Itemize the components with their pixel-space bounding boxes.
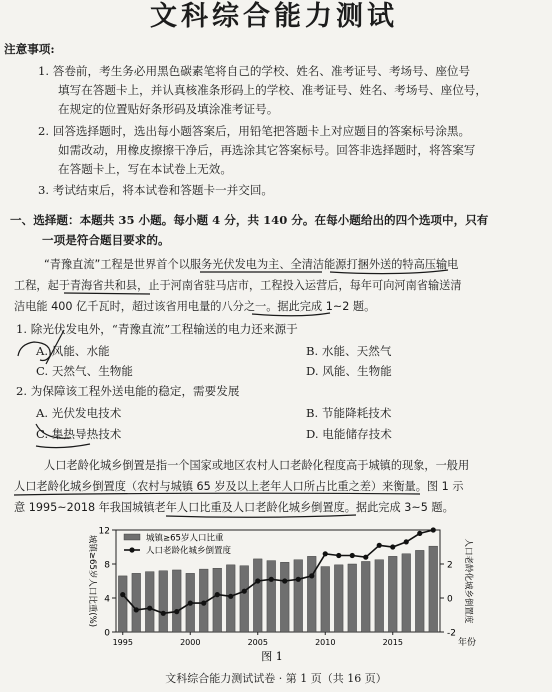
line-point bbox=[201, 601, 206, 606]
right-tick-label: 0 bbox=[447, 594, 453, 605]
bar bbox=[294, 560, 303, 632]
bar bbox=[172, 570, 181, 632]
line-point bbox=[350, 553, 355, 558]
bar bbox=[159, 571, 168, 632]
note-line: 在规定的位置贴好条形码及填涂准考证号。 bbox=[58, 102, 279, 116]
x-tick-label: 2010 bbox=[315, 638, 336, 647]
line-point bbox=[363, 555, 368, 560]
bar bbox=[145, 572, 154, 632]
bar bbox=[307, 556, 316, 632]
left-axis-label: 城镇≥65岁人口比重(%) bbox=[87, 534, 97, 628]
bar bbox=[118, 576, 127, 632]
right-tick-label: 2 bbox=[447, 560, 453, 571]
bar bbox=[253, 559, 262, 632]
bar bbox=[213, 568, 222, 632]
x-tick-label: 2005 bbox=[247, 638, 268, 647]
x-tick-label: 2015 bbox=[382, 638, 403, 647]
line-point bbox=[269, 577, 274, 582]
line-point bbox=[161, 611, 166, 616]
x-axis-label: 年份 bbox=[458, 638, 477, 648]
left-tick-label: 12 bbox=[98, 526, 110, 537]
passage2-line: 人口老龄化城乡倒置度（农村与城镇 65 岁及以上老年人口所占比重之差）来衡量。图 1 示 bbox=[14, 480, 464, 493]
section-heading-cont: 一项是符合题目要求的。 bbox=[42, 233, 170, 247]
passage1-line: 洁电能 400 亿千瓦时，超过该省用电量的八分之一。据此完成 1~2 题。 bbox=[14, 300, 376, 313]
legend-label-bar: 城镇≥65岁人口比重 bbox=[146, 533, 224, 544]
line-point bbox=[174, 609, 179, 614]
line-point bbox=[147, 606, 152, 611]
notes-heading: 注意事项: bbox=[4, 42, 55, 56]
line-point bbox=[242, 589, 247, 594]
left-tick-label: 4 bbox=[104, 594, 110, 605]
bar bbox=[375, 560, 384, 632]
q1-option-c: C. 天然气、生物能 bbox=[36, 364, 133, 378]
line-point bbox=[309, 573, 314, 578]
q2-option-d: D. 电能储存技术 bbox=[306, 427, 392, 441]
line-point bbox=[323, 551, 328, 556]
note-line: 如需改动，用橡皮擦擦干净后，再选涂其它答案标号。回答非选择题时，将答案写 bbox=[58, 143, 476, 157]
chart-svg bbox=[78, 522, 478, 662]
passage1-line: “青豫直流”工程是世界首个以服务光伏发电为主、全清洁能源打捆外送的特高压输电 bbox=[44, 258, 459, 271]
bar bbox=[280, 562, 289, 632]
line-point bbox=[282, 578, 287, 583]
line-point bbox=[417, 531, 422, 536]
legend-swatch-bar bbox=[124, 534, 140, 540]
bar bbox=[415, 550, 424, 632]
bar bbox=[402, 554, 411, 632]
passage1-line: 工程，起于青海省共和县，止于河南省驻马店市，工程投入运营后，每年可向河南省输送清 bbox=[14, 279, 462, 292]
q2-option-a: A. 光伏发电技术 bbox=[36, 406, 122, 420]
left-tick-label: 8 bbox=[104, 560, 110, 571]
bar bbox=[334, 565, 343, 632]
line-point bbox=[431, 527, 436, 532]
line-point bbox=[404, 539, 409, 544]
bar bbox=[361, 561, 370, 632]
bar bbox=[240, 566, 249, 632]
q2-stem: 2. 为保障该工程外送电能的稳定，需要发展 bbox=[16, 384, 240, 398]
section-heading: 一、选择题：本题共 35 小题。每小题 4 分，共 140 分。在每小题给出的四个选项中，只有 bbox=[10, 213, 489, 227]
bar bbox=[321, 567, 330, 632]
line-point bbox=[188, 601, 193, 606]
figure-caption: 图 1 bbox=[261, 650, 283, 662]
passage2-line: 人口老龄化城乡倒置是指一个国家或地区农村人口老龄化程度高于城镇的现象，一般用 bbox=[44, 459, 470, 472]
line-point bbox=[215, 592, 220, 597]
bar bbox=[348, 564, 357, 632]
note-line: 在答题卡上，写在本试卷上无效。 bbox=[58, 162, 232, 176]
line-point bbox=[228, 594, 233, 599]
figure-1 bbox=[78, 522, 478, 662]
line-point bbox=[336, 553, 341, 558]
legend-label-line: 人口老龄化城乡倒置度 bbox=[146, 546, 232, 556]
x-tick-label: 1995 bbox=[112, 638, 133, 647]
note-line: 填写在答题卡上，并认真核准条形码上的学校、准考证号、姓名、考场号、座位号， bbox=[58, 83, 487, 97]
bar bbox=[388, 556, 397, 632]
line-point bbox=[296, 577, 301, 582]
line-point bbox=[134, 607, 139, 612]
line-point bbox=[255, 578, 260, 583]
line-point bbox=[120, 592, 125, 597]
note-line: 2. 回答选择题时，选出每小题答案后，用铅笔把答题卡上对应题目的答案标号涂黑。 bbox=[38, 124, 471, 138]
bar bbox=[132, 573, 141, 632]
passage2-line: 意 1995~2018 年我国城镇老年人口比重及人口老龄化城乡倒置度。据此完成 3~5 题。 bbox=[14, 501, 454, 514]
legend-swatch-point bbox=[129, 547, 134, 552]
page-footer: 文科综合能力测试试卷 · 第 1 页（共 16 页） bbox=[165, 672, 387, 685]
q1-option-b: B. 水能、天然气 bbox=[306, 344, 392, 358]
line-point bbox=[390, 544, 395, 549]
bar bbox=[429, 546, 438, 632]
left-tick-label: 0 bbox=[104, 628, 110, 639]
right-tick-label: -2 bbox=[447, 628, 456, 639]
q1-stem: 1. 除光伏发电外，“青豫直流”工程输送的电力还来源于 bbox=[16, 322, 298, 336]
q2-option-b: B. 节能降耗技术 bbox=[306, 406, 392, 420]
right-axis-label: 人口老龄化城乡倒置度 bbox=[463, 538, 473, 624]
page-title: 文科综合能力测试 bbox=[150, 1, 398, 32]
note-line: 1. 答卷前，考生务必用黑色碳素笔将自己的学校、姓名、准考证号、考场号、座位号 bbox=[38, 64, 471, 78]
q1-option-a: A. 风能、水能 bbox=[36, 344, 110, 358]
q2-option-c: C. 集热导热技术 bbox=[36, 427, 122, 441]
line-point bbox=[377, 543, 382, 548]
q1-option-d: D. 风能、生物能 bbox=[306, 364, 392, 378]
bar bbox=[267, 561, 276, 632]
note-line: 3. 考试结束后，将本试卷和答题卡一并交回。 bbox=[38, 183, 274, 197]
x-tick-label: 2000 bbox=[180, 638, 201, 647]
